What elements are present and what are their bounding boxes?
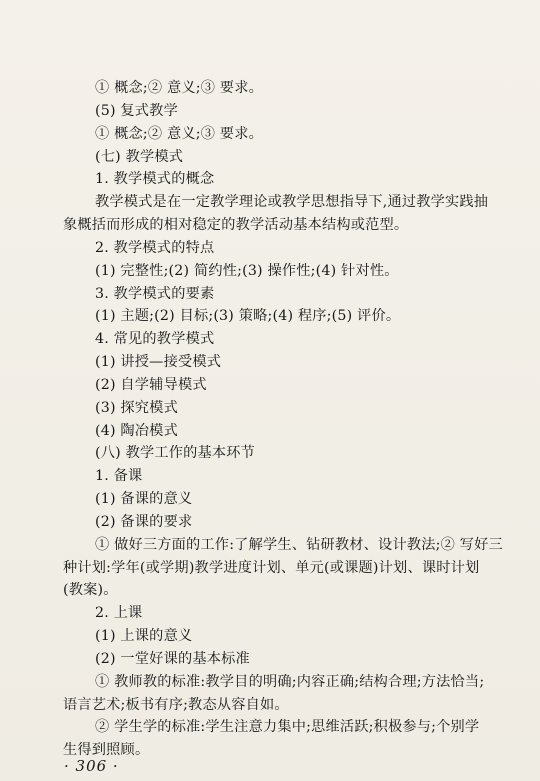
paragraph-line: 语言艺术;板书有序;教态从容自如。 [63,697,289,713]
text-line: (3) 探究模式 [95,400,178,416]
section-heading: (八) 教学工作的基本环节 [95,445,256,461]
text-line: (4) 陶冶模式 [95,423,178,439]
paragraph-line: ① 教师教的标准:教学目的明确;内容正确;结构合理;方法恰当; [95,674,485,690]
paragraph-line: ① 做好三方面的工作:了解学生、钻研教材、设计教法;② 写好三 [95,537,503,553]
text-line: ① 概念;② 意义;③ 要求。 [95,126,263,142]
text-line: ① 概念;② 意义;③ 要求。 [95,80,263,96]
text-line: (5) 复式教学 [95,103,178,119]
text-line: (2) 一堂好课的基本标准 [95,651,250,667]
paragraph-line: (教案)。 [63,582,118,598]
subsection-heading: 2. 教学模式的特点 [95,240,215,256]
paragraph-line: 教学模式是在一定教学理论或教学思想指导下,通过教学实践抽 [95,194,489,210]
paragraph-line: 象概括而形成的相对稳定的教学活动基本结构或范型。 [63,217,409,233]
section-heading: (七) 教学模式 [95,149,184,165]
page-number: · 306 · [64,757,119,775]
subsection-heading: 3. 教学模式的要素 [95,286,215,302]
text-line: (2) 备课的要求 [95,514,193,530]
subsection-heading: 1. 教学模式的概念 [95,171,215,187]
paragraph-line: 种计划:学年(或学期)教学进度计划、单元(或课题)计划、课时计划 [63,560,480,576]
text-line: (2) 自学辅导模式 [95,377,207,393]
subsection-heading: 4. 常见的教学模式 [95,331,215,347]
subsection-heading: 1. 备课 [95,468,143,484]
paragraph-line: 生得到照顾。 [63,742,150,758]
text-line: (1) 备课的意义 [95,491,193,507]
paragraph-line: ② 学生学的标准:学生注意力集中;思维活跃;积极参与;个别学 [95,719,480,735]
text-line: (1) 上课的意义 [95,628,193,644]
text-line: (1) 讲授—接受模式 [95,354,222,370]
subsection-heading: 2. 上课 [95,605,143,621]
text-line: (1) 主题;(2) 目标;(3) 策略;(4) 程序;(5) 评价。 [95,308,401,324]
text-line: (1) 完整性;(2) 简约性;(3) 操作性;(4) 针对性。 [95,263,399,279]
